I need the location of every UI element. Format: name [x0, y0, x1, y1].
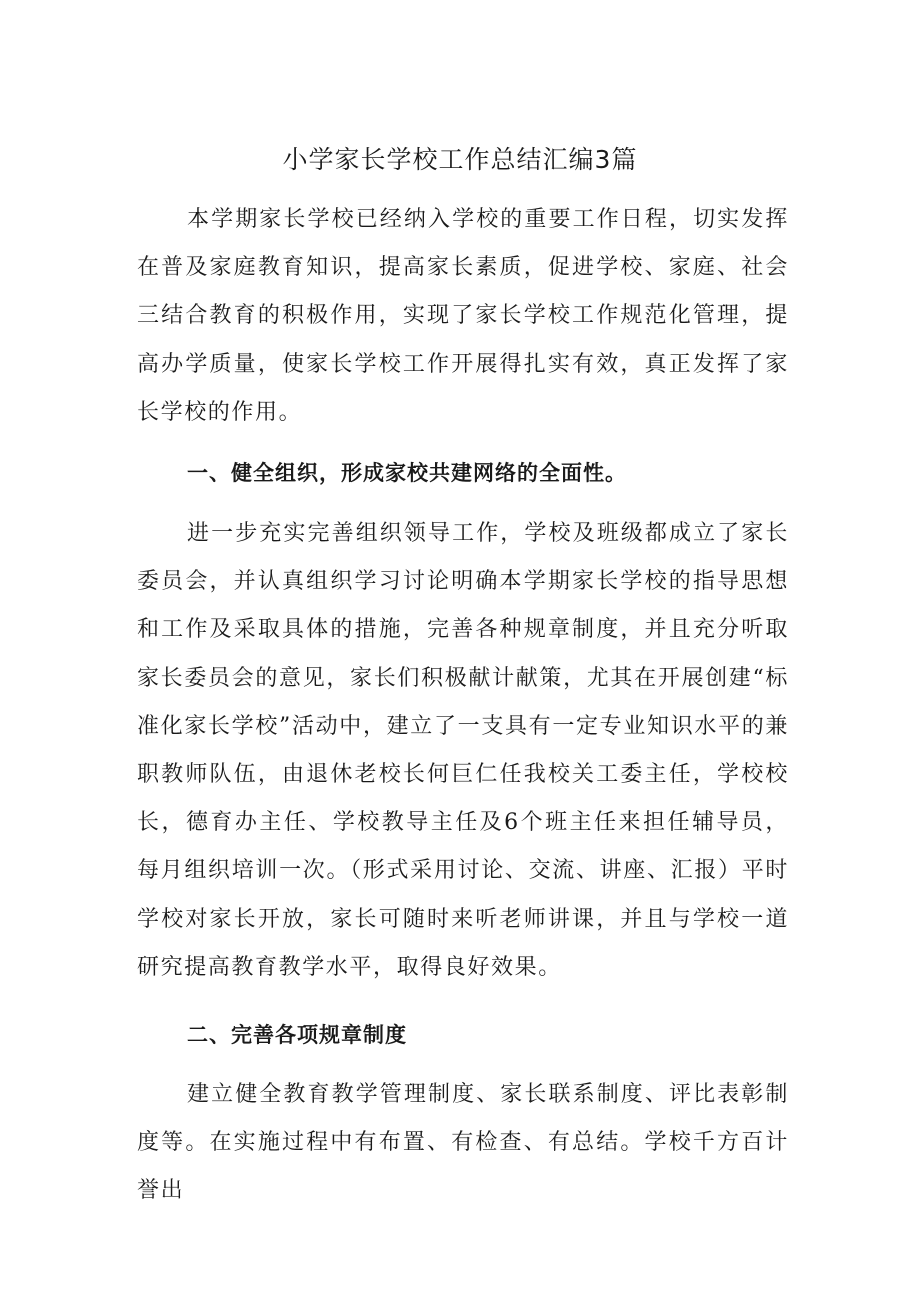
section-2-heading: 二、完善各项规章制度 [187, 1023, 407, 1047]
section-1-paragraph: 进一步充实完善组织领导工作，学校及班级都成立了家长委员会，并认真组织学习讨论明确本学期家长学校的指导思想和工作及采取具体的措施，完善各种规章制度，并且充分听取家长委员会的意见，家长们积极献计献策，尤其在开展创建“标准化家长学校”活动中，建立了一支具有一定专业知识水平的兼职教师队伍，由退休老校长何巨仁任我校关工委主任，学校校长，德育办主任、学校教导主任及6个班主任来担任辅导员，每月组织培训一次。（形式采用讨论、交流、讲座、汇报）平时学校对家长开放，家长可随时来听老师讲课，并且与学校一道研究提高教育教学水平，取得良好效果。 [137, 521, 789, 980]
section-1-heading: 一、健全组织，形成家校共建网络的全面性。 [187, 461, 627, 485]
intro-paragraph: 本学期家长学校已经纳入学校的重要工作日程，切实发挥在普及家庭教育知识，提高家长素质，促进学校、家庭、社会三结合教育的积极作用，实现了家长学校工作规范化管理，提高办学质量，使家长学校工作开展得扎实有效，真正发挥了家长学校的作用。 [137, 207, 789, 425]
section-2-paragraph: 建立健全教育教学管理制度、家长联系制度、评比表彰制度等。在实施过程中有布置、有检查、有总结。学校千方百计誉出 [137, 1082, 789, 1204]
document-title: 小学家长学校工作总结汇编3篇 [282, 145, 638, 174]
